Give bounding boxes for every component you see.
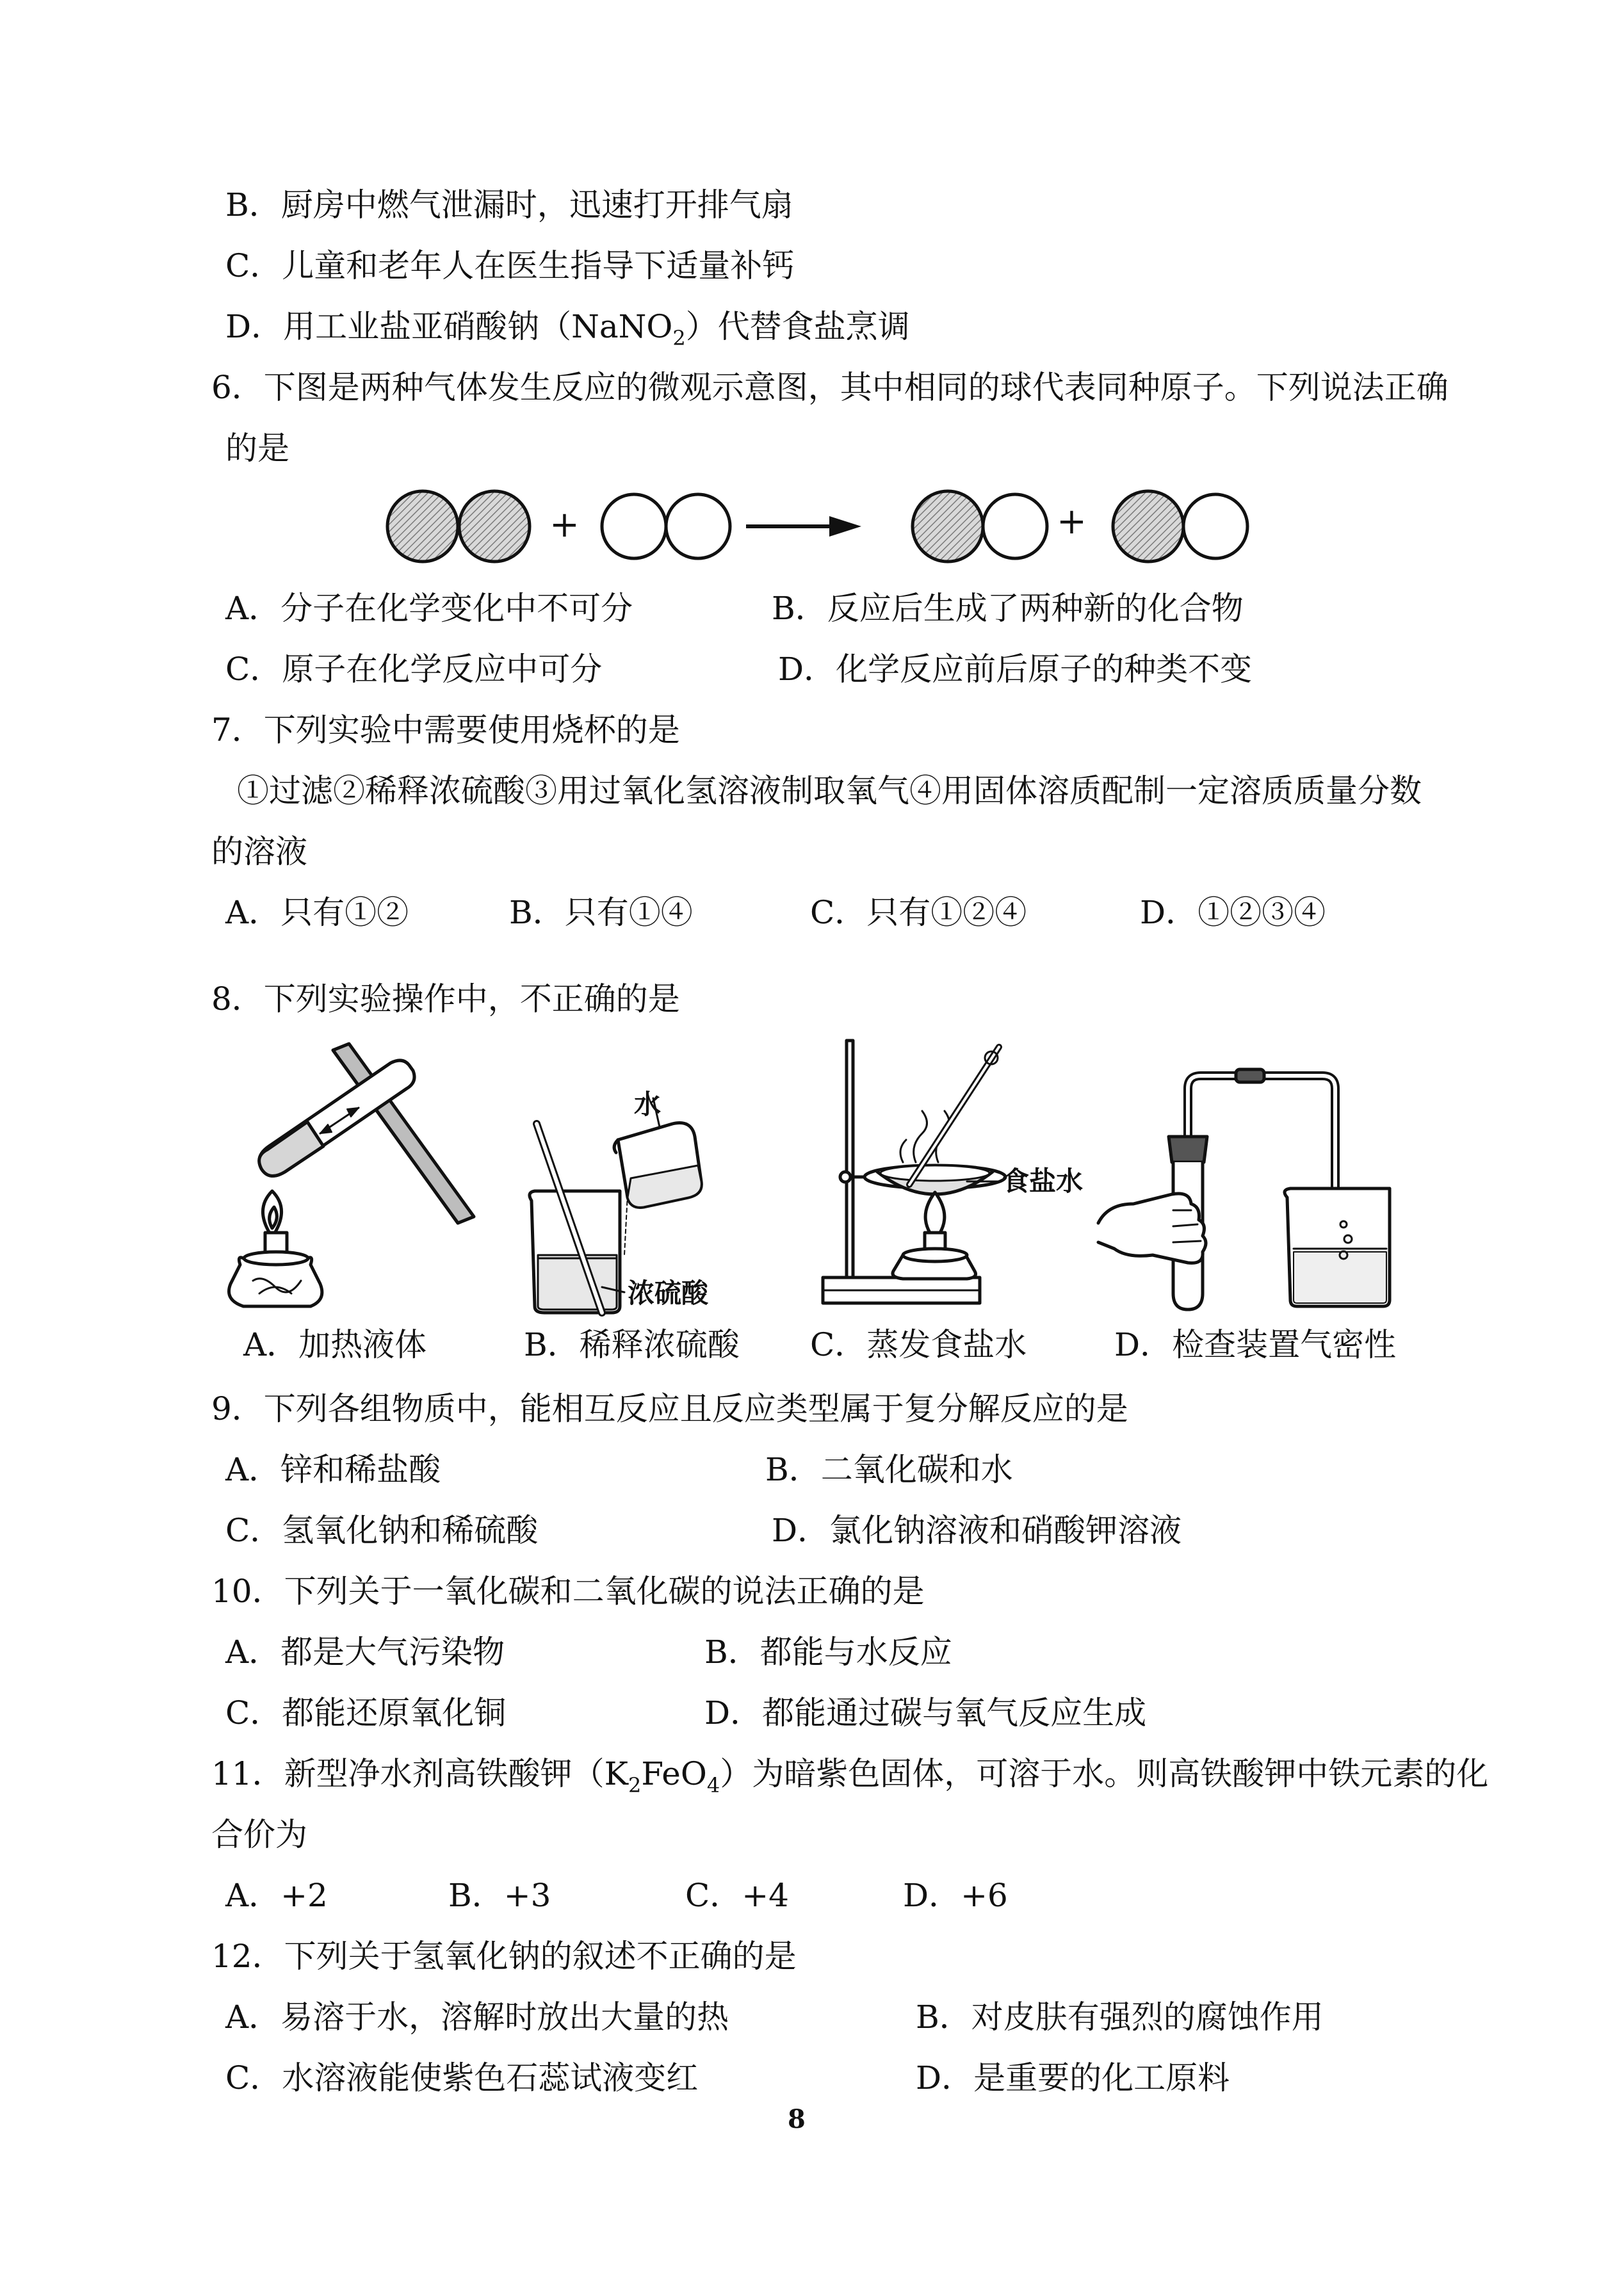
q10-option-a: A．都是大气污染物: [225, 1634, 505, 1671]
q8-option-a: A．加热液体: [243, 1326, 427, 1363]
figure-a-heating-liquid: [229, 1044, 475, 1306]
plus-sign-2: +: [1057, 501, 1087, 542]
q9-option-b: B．二氧化碳和水: [765, 1451, 1013, 1488]
q5-option-b: B．厨房中燃气泄漏时，迅速打开排气扇: [225, 186, 793, 223]
q6-option-c: C．原子在化学反应中可分: [225, 651, 603, 688]
q11-option-b: B．+3: [448, 1877, 551, 1914]
q11-option-c: C．+4: [685, 1877, 789, 1914]
q10-stem: 10．下列关于一氧化碳和二氧化碳的说法正确的是: [211, 1573, 925, 1610]
q8-stem: 8．下列实验操作中，不正确的是: [211, 980, 680, 1018]
q12-stem: 12．下列关于氢氧化钠的叙述不正确的是: [211, 1938, 797, 1975]
q8-option-d: D．检查装置气密性: [1114, 1326, 1397, 1363]
q12-option-c: C．水溶液能使紫色石蕊试液变红: [225, 2059, 699, 2096]
label-concentrated-sulfuric-acid: 浓硫酸: [628, 1277, 709, 1309]
q6-stem-cont: 的是: [225, 430, 289, 467]
q12-option-a: A．易溶于水，溶解时放出大量的热: [225, 1999, 729, 2036]
q6-option-d: D．化学反应前后原子的种类不变: [778, 651, 1253, 688]
q12-option-b: B．对皮肤有强烈的腐蚀作用: [916, 1999, 1324, 2036]
q7-option-b: B．只有①④: [509, 894, 693, 931]
q7-items: ①过滤②稀释浓硫酸③用过氧化氢溶液制取氧气④用固体溶质配制一定溶质质量分数: [237, 772, 1422, 809]
q9-option-a: A．锌和稀盐酸: [225, 1451, 441, 1488]
q12-option-d: D．是重要的化工原料: [916, 2059, 1230, 2096]
q5-option-c: C．儿童和老年人在医生指导下适量补钙: [225, 247, 795, 284]
q7-stem: 7．下列实验中需要使用烧杯的是: [211, 711, 680, 749]
q9-option-d: D．氯化钠溶液和硝酸钾溶液: [772, 1512, 1182, 1549]
q6-stem: 6．下图是两种气体发生反应的微观示意图，其中相同的球代表同种原子。下列说法正确: [211, 369, 1449, 406]
figure-c-evaporation: [823, 1041, 1005, 1303]
figure-d-airtightness: [1098, 1069, 1390, 1310]
q10-option-b: B．都能与水反应: [704, 1634, 952, 1671]
q7-option-a: A．只有①②: [225, 894, 409, 931]
q11-option-d: D．+6: [903, 1877, 1008, 1914]
q8-option-c: C．蒸发食盐水: [810, 1326, 1027, 1363]
plus-sign-1: +: [549, 504, 580, 546]
page-number: 8: [788, 2104, 806, 2134]
q9-option-c: C．氢氧化钠和稀硫酸: [225, 1512, 539, 1549]
q7-option-c: C．只有①②④: [810, 894, 1027, 931]
q9-stem: 9．下列各组物质中，能相互反应且反应类型属于复分解反应的是: [211, 1390, 1128, 1427]
q8-option-b: B．稀释浓硫酸: [524, 1326, 740, 1363]
q7-items-cont: 的溶液: [211, 833, 307, 870]
q5-option-d: D．用工业盐亚硝酸钠（NaNO$_2$）代替食盐烹调: [225, 308, 910, 350]
q11-stem: 11．新型净水剂高铁酸钾$(K_2FeO_4)$为暗紫色固体，可溶于水。则高铁酸钾中铁元素的化: [211, 1755, 1489, 1797]
q10-option-c: C．都能还原氧化铜: [225, 1694, 507, 1731]
q7-option-d: D．①②③④: [1140, 894, 1326, 931]
q6-option-a: A．分子在化学变化中不可分: [225, 590, 633, 627]
q11-option-a: A．+2: [225, 1877, 328, 1914]
q11-stem-cont: 合价为: [211, 1816, 307, 1853]
label-brine: 食盐水: [1002, 1165, 1084, 1197]
q6-option-b: B．反应后生成了两种新的化合物: [772, 590, 1244, 627]
q10-option-d: D．都能通过碳与氧气反应生成: [704, 1694, 1147, 1731]
label-water: 水: [634, 1089, 662, 1120]
